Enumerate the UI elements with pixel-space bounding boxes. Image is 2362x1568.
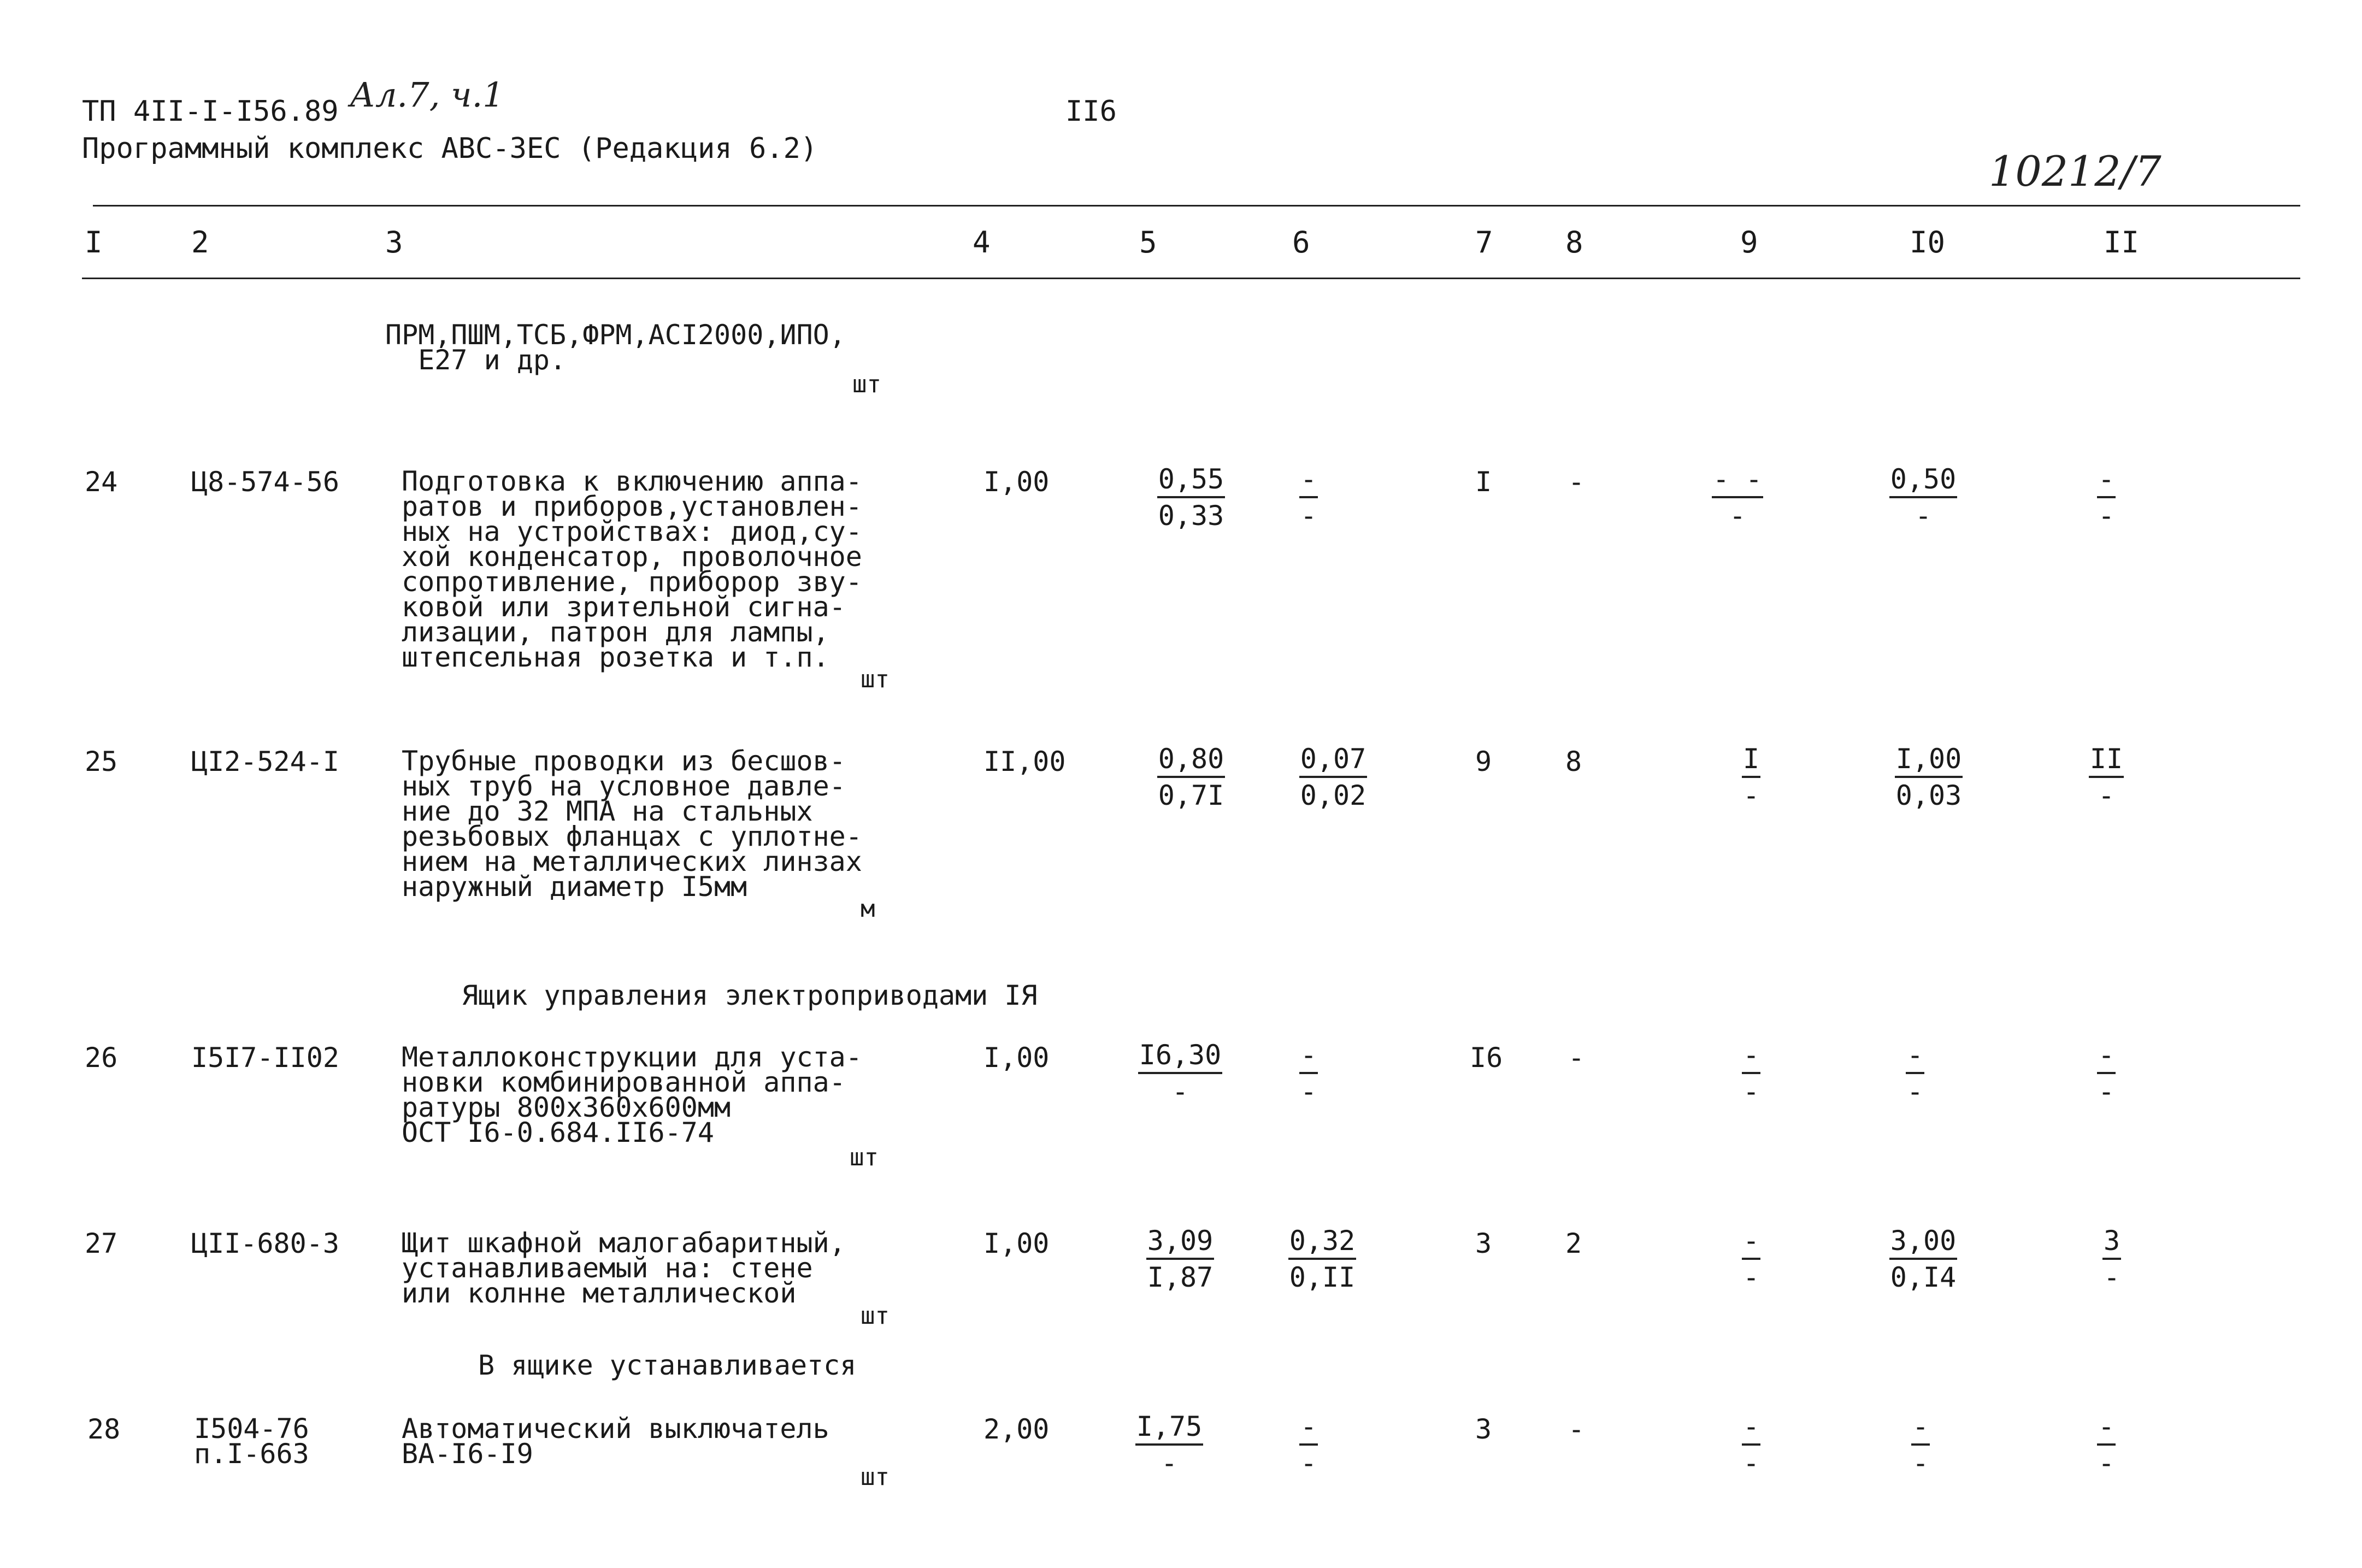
col-header-5: 5 [1139,225,1157,260]
col10-fraction [1885,1039,1945,1109]
header-bottom-rule [82,278,2300,279]
row-code: Ц8-574-56 [191,466,339,498]
continuation-text: ПРМ,ПШМ,ТСБ,ФРМ,АСI2000,ИПО, Е27 и др. [385,319,846,376]
row-number: 24 [85,466,118,498]
col10-fraction [1890,1411,1951,1481]
col11-bottom: - [2098,1076,2115,1107]
section-heading: В ящике устанавливается [478,1349,857,1381]
col6-top: - [1299,1411,1318,1446]
col9-top: - - [1712,463,1763,498]
col10-top: - [1911,1411,1930,1446]
col5-fraction [1131,1411,1207,1481]
col5-bottom: I,87 [1147,1262,1214,1293]
page-number: II6 [1065,95,1117,128]
col9-fraction [1721,1411,1781,1481]
col5-top: 3,09 [1146,1225,1214,1260]
program-line: Программный комплекс АВС-ЗЕС (Редакция 6.2) [82,132,818,165]
col11-top: - [2097,463,2116,498]
col10-bottom: - [1906,1076,1924,1107]
col10-bottom: 0,I4 [1890,1262,1957,1293]
col5-bottom: - [1171,1076,1189,1107]
row-quantity: II,00 [983,746,1066,777]
col5-fraction [1136,463,1246,533]
col8-value: - [1568,1042,1585,1074]
row-code: ЦI2-524-I [191,746,339,777]
col5-top: I,75 [1135,1411,1203,1446]
col5-fraction [1136,743,1246,813]
row-code: I5I7-II02 [191,1042,339,1074]
col9-top: - [1742,1411,1760,1446]
col10-fraction [1874,463,1972,533]
col10-top: I,00 [1895,743,1963,778]
row-quantity: I,00 [983,466,1050,498]
col11-fraction [2076,463,2136,533]
col5-bottom: 0,33 [1158,500,1224,532]
col7-value: 3 [1475,1228,1492,1259]
handwritten-document-number: 10212/7 [1989,147,2161,196]
col9-top: - [1742,1225,1760,1260]
col-header-8: 8 [1565,225,1583,260]
col-header-4: 4 [973,225,991,260]
col-header-7: 7 [1475,225,1493,260]
row-unit: шт [861,1463,890,1491]
col7-value: 3 [1475,1413,1492,1445]
col8-value: - [1568,1413,1585,1445]
col7-value: 9 [1475,746,1492,777]
row-number: 25 [85,746,118,777]
row-quantity: I,00 [983,1042,1050,1074]
col9-bottom: - [1742,780,1760,811]
col5-bottom: 0,7I [1158,780,1224,811]
handwritten-album-note: Ал.7, ч.1 [350,75,504,115]
row-description: Трубные проводки из бесшов- ных труб на условное давле- ние до 32 МПА на стальных резьбовых фланцах с уплотне- нием на металлических линзах наружный диаметр I5мм [402,745,862,903]
col5-top: I6,30 [1138,1039,1223,1074]
col11-fraction [2076,743,2136,813]
row-unit: м [861,895,875,923]
col10-fraction [1874,1225,1972,1295]
col10-fraction [1874,743,1983,813]
col-header-10: I0 [1910,225,1946,260]
row-unit: шт [861,1302,890,1330]
row-number: 27 [85,1228,118,1259]
header-top-rule [93,205,2300,207]
row-code: I504-76 п.I-663 [194,1413,309,1470]
col8-value: 8 [1565,746,1582,777]
section-heading: Ящик управления электроприводами IЯ [462,980,1038,1011]
col9-fraction [1721,1039,1781,1109]
col9-fraction [1721,1225,1781,1295]
col6-bottom: 0,II [1289,1262,1356,1293]
col9-top: I [1742,743,1760,778]
col10-top: 0,50 [1889,463,1957,498]
row-quantity: I,00 [983,1228,1050,1259]
col11-top: - [2097,1411,2116,1446]
col-header-9: 9 [1740,225,1758,260]
col6-fraction [1279,743,1388,813]
col9-bottom: - [1742,1447,1760,1479]
col6-bottom: 0,02 [1300,780,1366,811]
doc-code: ТП 4II-I-I56.89 [82,95,339,128]
col11-top: 3 [2102,1225,2121,1260]
col11-fraction [2076,1039,2136,1109]
col6-top: - [1299,463,1318,498]
col6-fraction [1279,1039,1339,1109]
row-description: Металлоконструкции для уста- новки комбинированной аппа- ратуры 800х360х600мм ОСТ I6-0.684.II6-74 [402,1041,862,1148]
col-header-11: II [2104,225,2140,260]
col9-bottom: - [1729,500,1746,532]
col10-bottom: - [1912,1447,1929,1479]
col5-top: 0,55 [1157,463,1225,498]
col5-fraction [1136,1225,1224,1295]
col7-value: I6 [1470,1042,1503,1074]
row-code: ЦII-680-3 [191,1228,339,1259]
col6-fraction [1279,1225,1366,1295]
col6-top: - [1299,1039,1318,1074]
row-unit: шт [850,1143,879,1171]
col10-bottom: - [1915,500,1932,532]
col-header-6: 6 [1292,225,1310,260]
row-quantity: 2,00 [983,1413,1050,1445]
col10-bottom: 0,03 [1895,780,1962,811]
col9-fraction [1721,743,1781,813]
col11-bottom: - [2098,1447,2115,1479]
row-description: Щит шкафной малогабаритный, устанавливаемый на: стене или колнне металлической [402,1227,846,1309]
col-header-2: 2 [191,225,209,260]
col-header-1: I [85,225,103,260]
col6-top: 0,07 [1299,743,1367,778]
col5-top: 0,80 [1157,743,1225,778]
row-description: Автоматический выключатель ВА-I6-I9 [402,1413,829,1470]
col6-bottom: - [1300,1447,1317,1479]
col11-fraction [2082,1225,2142,1295]
col9-bottom: - [1742,1076,1760,1107]
continuation-unit: шт [852,370,881,398]
col9-bottom: - [1742,1262,1760,1293]
col10-top: - [1906,1039,1924,1074]
row-number: 28 [87,1413,121,1445]
col11-top: - [2097,1039,2116,1074]
col6-fraction [1279,1411,1339,1481]
row-number: 26 [85,1042,118,1074]
col9-top: - [1742,1039,1760,1074]
col8-value: - [1568,466,1585,498]
row-unit: шт [861,665,890,693]
col11-top: II [2089,743,2124,778]
col11-bottom: - [2098,780,2115,811]
row-description: Подготовка к включению аппа- ратов и приборов,установлен- ных на устройствах: диод,су- хой конденсатор, проволочное сопротивление, приборор зву- ковой или зрительной сигна- лизации, патрон для лампы, штепсельная розетка и т.п. [402,465,862,673]
col-header-3: 3 [385,225,403,260]
col9-fraction [1694,463,1781,533]
col6-bottom: - [1300,500,1317,532]
col5-bottom: - [1161,1447,1178,1479]
col11-bottom: - [2103,1262,2121,1293]
col6-fraction [1279,463,1339,533]
col11-fraction [2076,1411,2136,1481]
col10-top: 3,00 [1889,1225,1957,1260]
col5-fraction [1136,1039,1224,1109]
col6-bottom: - [1300,1076,1317,1107]
col11-bottom: - [2098,500,2115,532]
col8-value: 2 [1565,1228,1582,1259]
col6-top: 0,32 [1288,1225,1356,1260]
col7-value: I [1475,466,1492,498]
